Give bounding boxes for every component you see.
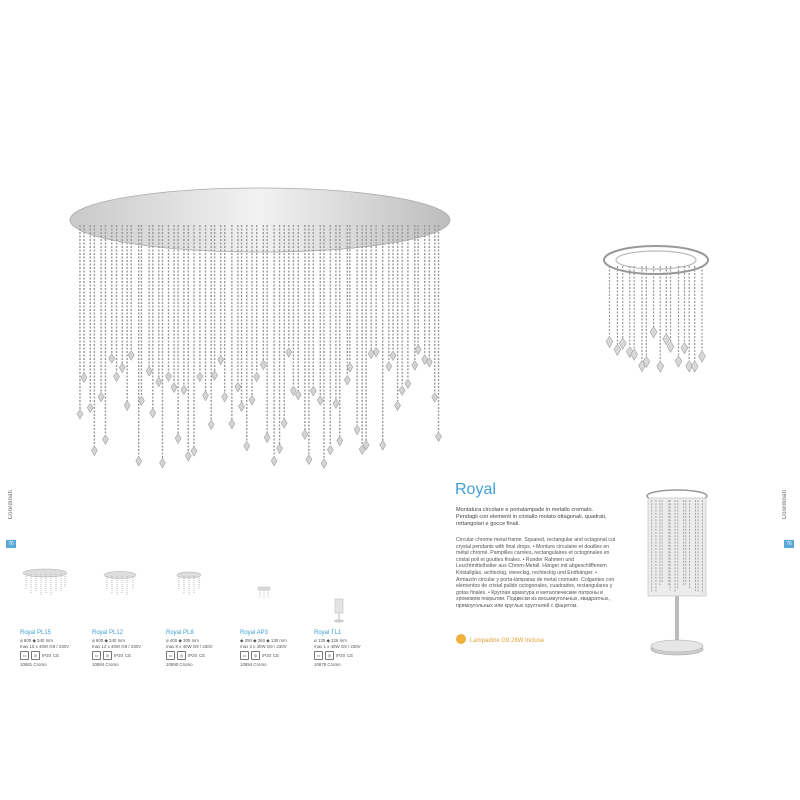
left-page-tab: 76	[6, 540, 16, 548]
ip-rating: IP20	[188, 652, 198, 658]
ce-mark: CE	[347, 652, 354, 658]
variant-power: max 15 x 40W G9 / 230V	[20, 643, 70, 649]
ce-mark: CE	[53, 652, 60, 658]
variant-name: Royal TL1	[314, 630, 342, 636]
variant-name: Royal PL12	[92, 630, 124, 636]
right-side-label: Coordinati	[782, 490, 788, 520]
product-title: Royal	[455, 481, 496, 498]
thumb-pl15	[20, 568, 70, 598]
variant-code: 10878 Cromo	[314, 662, 341, 668]
bulb-type-icon: ◎	[177, 651, 186, 660]
left-side-label: Coordinati	[8, 490, 14, 520]
wall-lamp-image	[596, 232, 716, 382]
variant-tl1	[314, 630, 374, 667]
variant-dimensions: ø 130 ◆ 326 mm	[314, 638, 347, 643]
variant-pl12	[92, 630, 152, 667]
class-icon: ▭	[92, 651, 101, 660]
bulb-type-icon: ◎	[325, 651, 334, 660]
ce-mark: CE	[273, 652, 280, 658]
ce-mark: CE	[199, 652, 206, 658]
description-multilingual: Circular chrome metal frame. Squared, rectangular and octagonal cut crystal pendants with final drops. • Monture circulaire et douilles en métal chromé. Pampilles carrées, rectangulaires et octogonales en cristal poli et gouttes finales. • Runder Rahmen und Leuchtmittelhalter aus Chrom-Metall. Hänger mit abgeschliffenem Kristallglas, achteckig, viereckig, rechteckig und Endhänger. • Armazón circular y porta-lámparas de metal cromado. Colgantes con elementos de cristal pulido octogonales, cuadrados, rectangulares y gotas finales. • Круглая арматура и металлические патроны в хромовом покрытии. Подвески из восьмиугольных, квадратных, прямоугольных или круглых хрусталей с фацетом.	[456, 537, 616, 609]
right-page-tab: 76	[784, 540, 794, 548]
variant-power: max 3 x 40W G9 / 230V	[240, 643, 287, 649]
class-icon: ▭	[20, 651, 29, 660]
variant-code: 10894 Cromo	[240, 662, 267, 668]
variant-dimensions: ø 800 ◆ 340 mm	[20, 638, 53, 643]
class-icon: ▭	[314, 651, 323, 660]
variant-name: Royal PL15	[20, 630, 52, 636]
ip-rating: IP20	[262, 652, 272, 658]
main-chandelier-image	[60, 170, 460, 470]
ip-rating: IP20	[336, 652, 346, 658]
ip-rating: IP20	[42, 652, 52, 658]
variant-power: max 1 x 40W G9 / 230V	[314, 643, 361, 649]
thumb-pl12	[102, 570, 138, 598]
class-icon: ▭	[166, 651, 175, 660]
variant-power: max 8 x 40W G9 / 230V	[166, 643, 213, 649]
thumb-pl8	[174, 570, 204, 598]
bulb-type-icon: ◎	[31, 651, 40, 660]
variant-dimensions: ◆ 250 ◆ 260 ◆ 130 mm	[240, 638, 287, 643]
variant-ap3	[240, 630, 300, 667]
variant-pl8	[166, 630, 226, 667]
bulb-type-icon: ◎	[251, 651, 260, 660]
variant-name: Royal AP3	[240, 630, 269, 636]
variant-power: max 12 x 40W G9 / 230V	[92, 643, 142, 649]
variant-dimensions: ø 400 ◆ 305 mm	[166, 638, 199, 643]
variant-code: 10881 Cromo	[20, 662, 47, 668]
description-italian: Montatura circolare e portalampade in metallo cromato. Pendagli con elementi in cristallo molato ottagonali, quadrati, rettangolari e gocce finali.	[456, 507, 607, 528]
variant-name: Royal PL8	[166, 630, 194, 636]
variant-pl15	[20, 630, 80, 667]
class-icon: ▭	[240, 651, 249, 660]
variant-code: 10890 Cromo	[166, 662, 193, 668]
bulb-icon	[456, 634, 466, 644]
variant-dimensions: ø 600 ◆ 340 mm	[92, 638, 125, 643]
ip-rating: IP20	[114, 652, 124, 658]
ce-mark: CE	[125, 652, 132, 658]
table-lamp-image	[632, 486, 722, 666]
thumb-tl1	[332, 598, 346, 624]
bulb-type-icon: ◎	[103, 651, 112, 660]
variant-code: 10884 Cromo	[92, 662, 119, 668]
thumb-ap3	[256, 586, 272, 600]
lamp-note: Lampadine G9 28W Incluse	[470, 638, 545, 644]
